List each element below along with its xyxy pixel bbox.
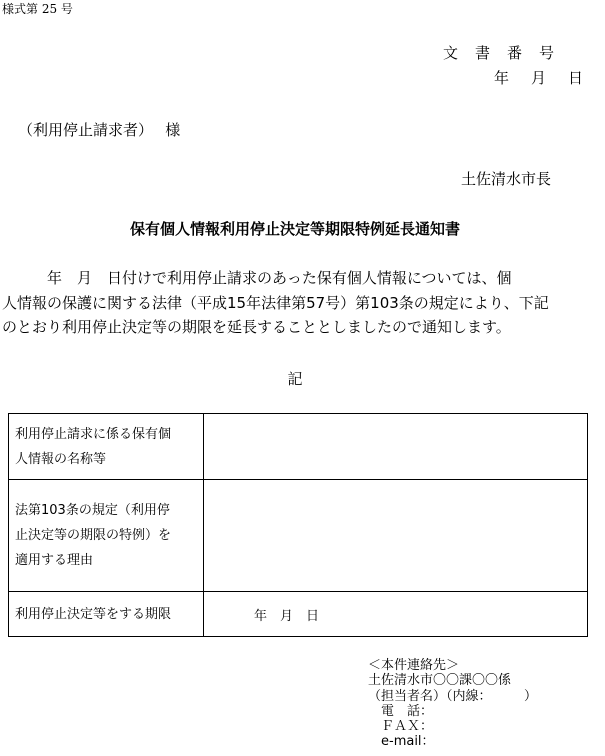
row-label-line: 利用停止決定等をする期限	[15, 606, 172, 622]
row-label-line: 止決定等の期限の特例）を	[15, 528, 172, 543]
form-number: 様式第 25 号	[2, 2, 73, 16]
date-label: 年月日	[494, 69, 605, 87]
row-label-line: 人情報の名称等	[15, 451, 107, 467]
row-value-deadline: 年 月 日	[204, 592, 588, 637]
row-value	[204, 480, 588, 592]
row-label-line: 適用する理由	[15, 553, 94, 568]
body-line: 年 月 日付けで利用停止請求のあった保有個人情報については、個	[2, 269, 512, 287]
row-value	[204, 414, 588, 480]
recipient: （利用停止請求者） 様	[18, 121, 181, 139]
document-title: 保有個人情報利用停止決定等期限特例延長通知書	[129, 220, 460, 238]
row-label	[9, 480, 204, 592]
table-row	[9, 592, 588, 637]
table-row	[9, 480, 588, 592]
document-number-label: 文書番号	[443, 44, 572, 62]
details-table	[8, 413, 588, 637]
contact-block	[368, 658, 537, 750]
contact-line: 電 話：	[368, 703, 434, 719]
table-row	[9, 414, 588, 480]
body-paragraph	[2, 266, 590, 340]
contact-heading: ＜本件連絡先＞	[368, 658, 460, 673]
row-label	[9, 414, 204, 480]
body-line: のとおり利用停止決定等の期限を延長することとしましたので通知します。	[2, 318, 511, 336]
contact-line: （担当者名）（内線： ）	[368, 688, 538, 704]
contact-line: 土佐清水市〇〇課〇〇係	[368, 673, 512, 689]
body-line: 人情報の保護に関する法律（平成15年法律第57号）第103条の規定により、下記	[2, 293, 549, 312]
row-label-line: 法第103条の規定（利用停	[15, 503, 170, 518]
contact-line: ＦＡＸ：	[368, 719, 434, 735]
contact-line: e-mail：	[368, 734, 435, 750]
row-label	[9, 592, 204, 637]
row-label-line: 利用停止請求に係る保有個	[15, 426, 172, 442]
sender: 土佐清水市長	[461, 170, 552, 188]
ki-heading: 記	[287, 370, 303, 388]
